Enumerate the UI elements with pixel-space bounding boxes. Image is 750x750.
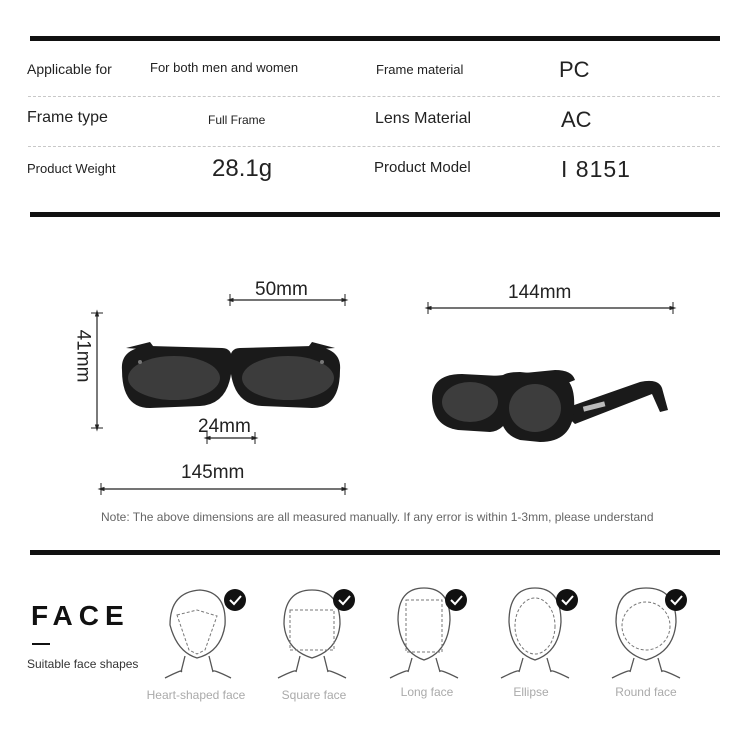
frame-width-label: 145mm	[181, 462, 245, 483]
model-value: I 8151	[561, 156, 631, 182]
square-face-illustration	[258, 580, 368, 680]
face-label-long: Long face	[400, 685, 454, 699]
sunglasses-side-view	[432, 370, 668, 442]
face-title-dash	[32, 643, 50, 645]
row-divider-1	[28, 96, 720, 97]
frame-material-value: PC	[559, 57, 590, 82]
applicable-value: For both men and women	[150, 60, 299, 75]
face-title: FACE	[31, 600, 130, 631]
frame-type-label: Frame type	[27, 109, 108, 126]
weight-label: Product Weight	[27, 161, 116, 176]
lens-material-value: AC	[561, 107, 592, 132]
row-divider-2	[28, 146, 720, 147]
middle-rule	[30, 212, 720, 217]
sunglasses-front-view	[122, 342, 340, 408]
measurement-note: Note: The above dimensions are all measured manually. If any error is within 1-3mm, please understand	[101, 510, 654, 524]
frame-material-label: Frame material	[376, 62, 464, 77]
lens-height-label: 41mm	[72, 329, 94, 383]
model-label: Product Model	[374, 159, 471, 176]
applicable-label: Applicable for	[27, 61, 112, 77]
dimension-diagram	[0, 220, 750, 510]
face-subtitle: Suitable face shapes	[27, 657, 139, 671]
frame-type-value: Full Frame	[208, 113, 266, 127]
top-rule	[30, 36, 720, 41]
long-face-illustration	[370, 580, 480, 680]
face-label-square: Square face	[281, 688, 347, 702]
face-label-round: Round face	[615, 685, 677, 699]
face-label-ellipse: Ellipse	[513, 685, 549, 699]
weight-value: 28.1g	[212, 155, 273, 182]
lens-width-label: 50mm	[255, 279, 308, 300]
temple-length-label: 144mm	[508, 282, 572, 303]
heart-face-illustration	[145, 580, 255, 680]
lens-material-label: Lens Material	[375, 110, 472, 127]
round-face-illustration	[592, 580, 702, 680]
face-label-heart: Heart-shaped face	[146, 688, 246, 702]
ellipse-face-illustration	[481, 580, 591, 680]
bridge-label: 24mm	[198, 416, 251, 437]
bottom-rule	[30, 550, 720, 555]
